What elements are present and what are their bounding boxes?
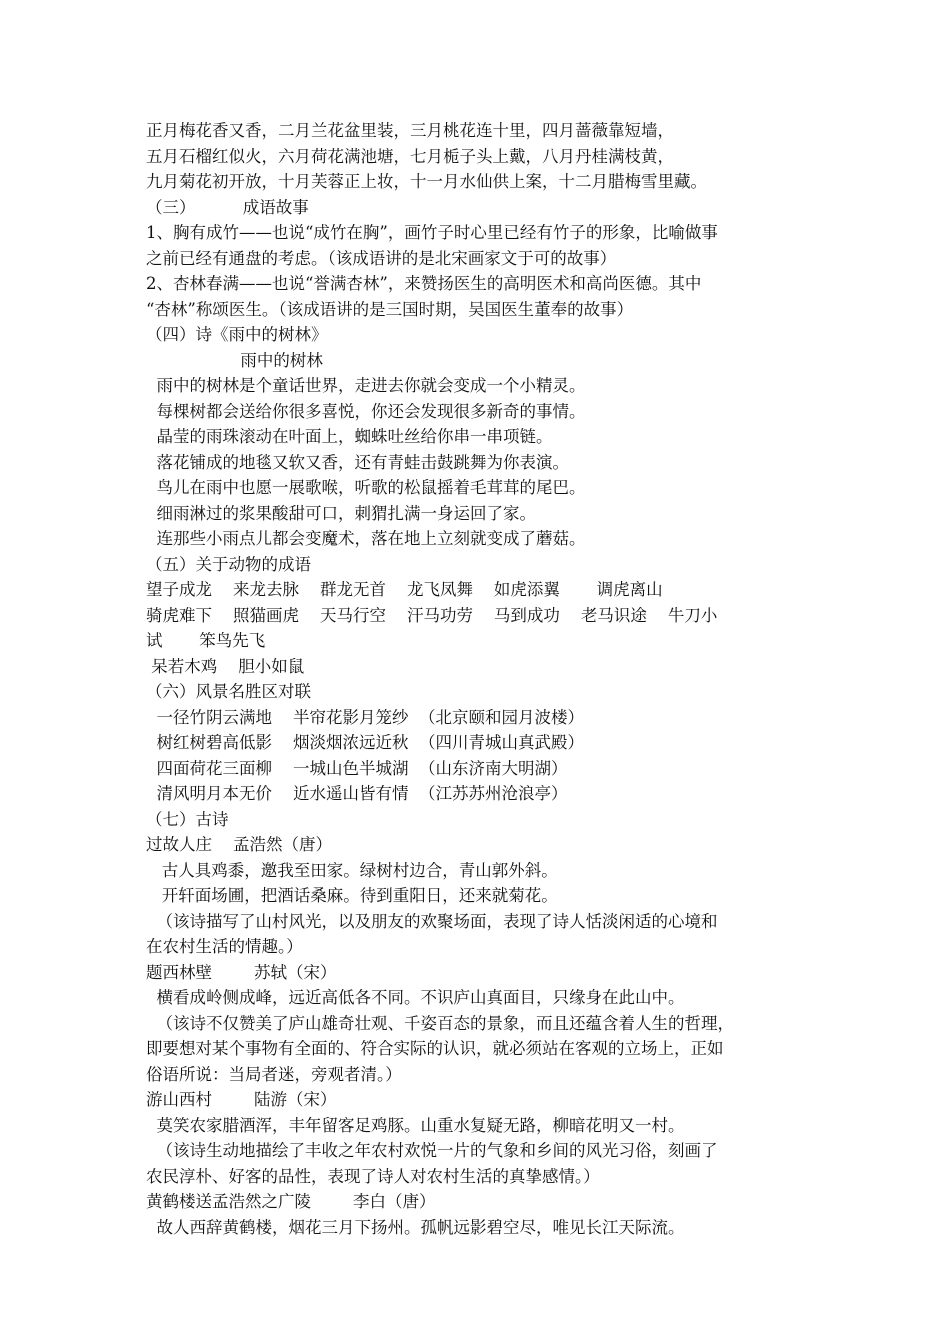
poem-line-6: 细雨淋过的浆果酸甜可口，刺猬扎满一身运回了家。 xyxy=(146,503,536,523)
poem-line-7: 连那些小雨点儿都会变魔术，落在地上立刻就变成了蘑菇。 xyxy=(146,529,586,548)
flowers-line-2: 五月石榴红似火，六月荷花满池塘，七月栀子头上戴，八月丹桂满枝黄， xyxy=(146,146,674,166)
couplet-line-1: 一径竹阴云满地 半帘花影月笼纱 （北京颐和园月波楼） xyxy=(146,707,584,727)
poem-line-1: 雨中的树林是个童话世界，走进去你就会变成一个小精灵。 xyxy=(146,376,586,395)
ancient-poem-3-line-1: 莫笑农家腊酒浑，丰年留客足鸡豚。山重水复疑无路，柳暗花明又一村。 xyxy=(146,1115,685,1135)
couplet-line-3: 四面荷花三面柳 一城山色半城湖 （山东济南大明湖） xyxy=(146,758,568,778)
ancient-poem-4-line-1: 故人西辞黄鹤楼，烟花三月下扬州。孤帆远影碧空尽，唯见长江天际流。 xyxy=(146,1217,685,1237)
ancient-poem-4-title: 黄鹤楼送孟浩然之广陵 李白（唐） xyxy=(146,1192,436,1211)
ancient-poem-1-note-2: 在农村生活的情趣。） xyxy=(146,937,303,956)
couplet-line-2: 树红树碧高低影 烟淡烟浓远近秋 （四川青城山真武殿） xyxy=(146,733,584,752)
ancient-poem-3-title: 游山西村 陆游（宋） xyxy=(146,1090,337,1109)
couplet-line-4: 清风明月本无价 近水遥山皆有情 （江苏苏州沧浪亭） xyxy=(146,784,568,803)
idiom-story-line-4: “杏林”称颂医生。（该成语讲的是三国时期，吴国医生董奉的故事） xyxy=(146,299,634,319)
section-6-heading: （六）风景名胜区对联 xyxy=(146,682,311,701)
ancient-poem-1-title: 过故人庄 孟浩然（唐） xyxy=(146,835,332,854)
ancient-poem-1-line-2: 开轩面场圃，把酒话桑麻。待到重阳日，还来就菊花。 xyxy=(146,886,558,905)
section-4-heading: （四）诗《雨中的树林》 xyxy=(146,325,328,344)
ancient-poem-2-title: 题西林壁 苏轼（宋） xyxy=(146,962,337,982)
ancient-poem-1-note-1: （该诗描写了山村风光，以及朋友的欢聚场面，表现了诗人恬淡闲适的心境和 xyxy=(146,911,718,931)
animal-idioms-line-1: 望子成龙 来龙去脉 群龙无首 龙飞凤舞 如虎添翼 调虎离山 xyxy=(146,580,663,599)
ancient-poem-2-line-1: 横看成岭侧成峰，远近高低各不同。不识庐山真面目，只缘身在此山中。 xyxy=(146,988,685,1007)
poem-line-5: 鸟儿在雨中也愿一展歌喉，听歌的松鼠摇着毛茸茸的尾巴。 xyxy=(146,478,586,497)
poem-line-4: 落花铺成的地毯又软又香，还有青蛙击鼓跳舞为你表演。 xyxy=(146,452,569,472)
poem-line-3: 晶莹的雨珠滚动在叶面上，蜘蛛吐丝给你串一串项链。 xyxy=(146,427,553,446)
ancient-poem-2-note-3: 俗语所说：当局者迷，旁观者清。） xyxy=(146,1064,402,1084)
animal-idioms-line-2: 骑虎难下 照猫画虎 天马行空 汗马功劳 马到成功 老马识途 牛刀小 xyxy=(146,605,718,625)
flowers-line-1: 正月梅花香又香，二月兰花盆里装，三月桃花连十里，四月蔷薇靠短墙， xyxy=(146,121,674,140)
idiom-story-line-2: 之前已经有通盘的考虑。（该成语讲的是北宋画家文于可的故事） xyxy=(146,248,617,268)
document-page xyxy=(146,118,816,1240)
section-7-heading: （七）古诗 xyxy=(146,809,229,829)
idiom-story-line-3: 2、杏林春满——也说“誉满杏林”，来赞扬医生的高明医术和高尚医德。其中 xyxy=(146,274,702,293)
flowers-line-3: 九月菊花初开放，十月芙蓉正上妆，十一月水仙供上案，十二月腊梅雪里藏。 xyxy=(146,172,707,191)
ancient-poem-2-note-2: 即要想对某个事物有全面的、符合实际的认识，就必须站在客观的立场上，正如 xyxy=(146,1039,724,1058)
section-5-heading: （五）关于动物的成语 xyxy=(146,554,311,574)
idiom-story-line-1: 1、胸有成竹——也说“成竹在胸”，画竹子时心里已经有竹子的形象，比喻做事 xyxy=(146,223,718,242)
poem-line-2: 每棵树都会送给你很多喜悦，你还会发现很多新奇的事情。 xyxy=(146,401,586,421)
animal-idioms-line-4: 呆若木鸡 胆小如鼠 xyxy=(146,656,305,676)
animal-idioms-line-3: 试 笨鸟先飞 xyxy=(146,631,266,650)
ancient-poem-2-note-1: （该诗不仅赞美了庐山雄奇壮观、千姿百态的景象，而且还蕴含着人生的哲理， xyxy=(146,1013,734,1033)
ancient-poem-1-line-1: 古人具鸡黍，邀我至田家。绿树村边合，青山郭外斜。 xyxy=(146,860,558,880)
ancient-poem-3-note-1: （该诗生动地描绘了丰收之年农村欢悦一片的气象和乡间的风光习俗，刻画了 xyxy=(146,1141,718,1160)
ancient-poem-3-note-2: 农民淳朴、好客的品性，表现了诗人对农村生活的真挚感情。） xyxy=(146,1166,600,1186)
poem-title: 雨中的树林 xyxy=(146,350,323,370)
section-3-heading: （三） 成语故事 xyxy=(146,197,309,217)
